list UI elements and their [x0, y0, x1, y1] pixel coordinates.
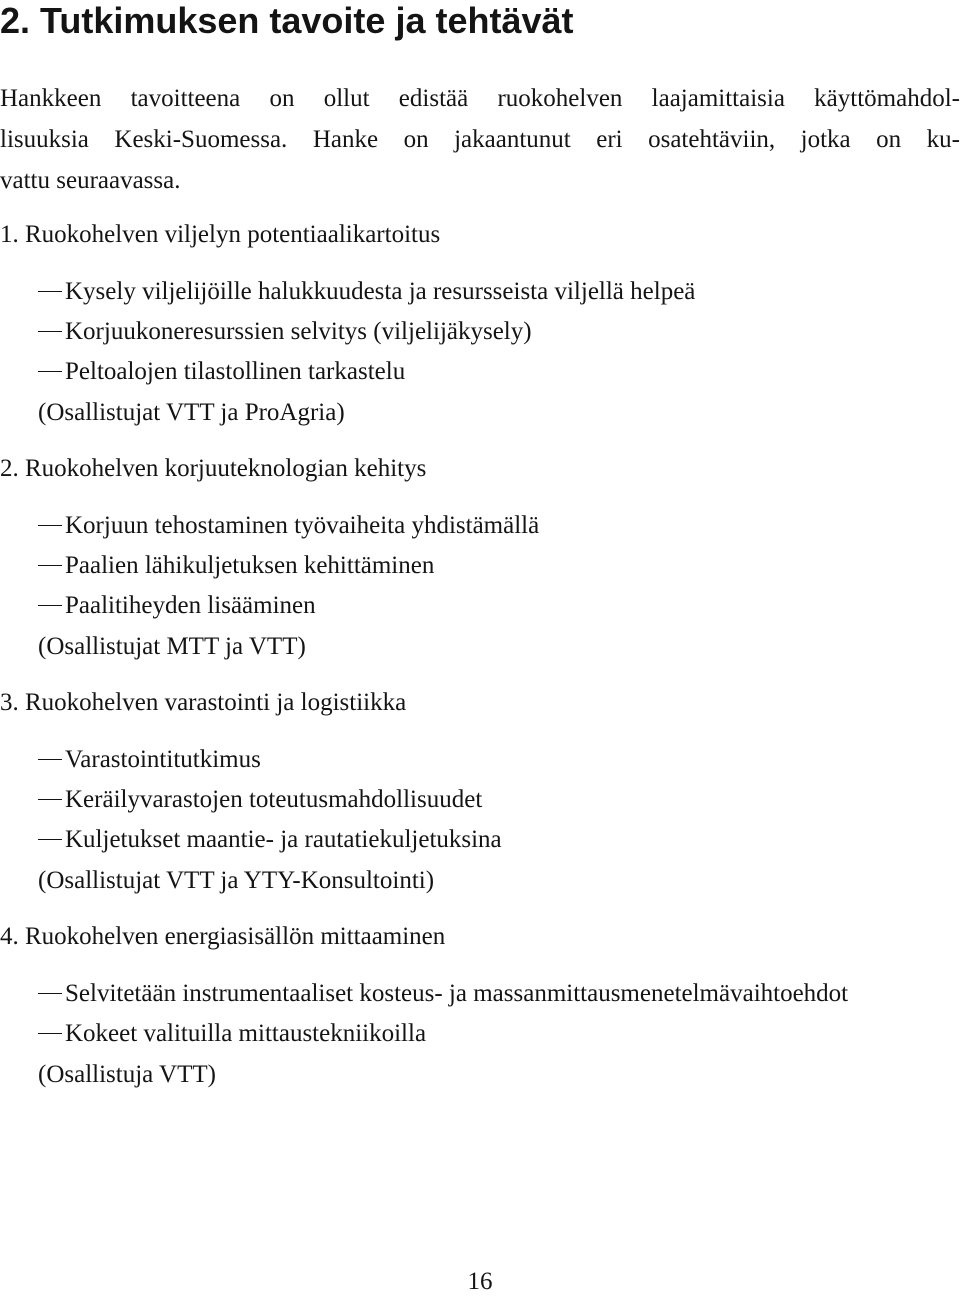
task-title: 2. Ruokohelven korjuuteknologian kehitys: [0, 455, 427, 482]
list-item: [38, 276, 695, 308]
dash-bullet: [38, 799, 62, 800]
list-item-text: Selvitetään instrumentaaliset kosteus- ja massanmittausmenetelmävaihtoehdot: [65, 980, 849, 1007]
dash-bullet: [38, 759, 62, 760]
list-item: [38, 784, 482, 816]
list-item: [38, 824, 502, 856]
intro-line: Hankkeen tavoitteena on ollut edistää ruokohelven laajamittaisia käyttömahdol-: [0, 85, 960, 112]
participants-note: (Osallistujat MTT ja VTT): [38, 633, 306, 660]
list-item: [38, 744, 261, 776]
dash-bullet: [38, 839, 62, 840]
dash-bullet: [38, 605, 62, 606]
list-item-text: Peltoalojen tilastollinen tarkastelu: [65, 358, 406, 385]
intro-line: lisuuksia Keski-Suomessa. Hanke on jakaantunut eri osatehtäviin, jotka on ku-: [0, 126, 960, 153]
dash-bullet: [38, 565, 62, 566]
list-item-text: Paalitiheyden lisääminen: [65, 592, 316, 619]
list-item: [38, 550, 434, 582]
dash-bullet: [38, 1033, 62, 1034]
list-item: [38, 510, 539, 542]
list-item-text: Kokeet valituilla mittaustekniikoilla: [65, 1020, 427, 1047]
participants-note: (Osallistujat VTT ja ProAgria): [38, 399, 345, 426]
dash-bullet: [38, 291, 62, 292]
list-item: [38, 590, 316, 622]
list-item-text: Keräilyvarastojen toteutusmahdollisuudet: [65, 786, 483, 813]
list-item-text: Varastointitutkimus: [65, 746, 261, 773]
list-item: [38, 316, 532, 348]
dash-bullet: [38, 993, 62, 994]
list-item-text: Paalien lähikuljetuksen kehittäminen: [65, 552, 435, 579]
dash-bullet: [38, 371, 62, 372]
list-item: [38, 1018, 426, 1050]
participants-note: (Osallistujat VTT ja YTY-Konsultointi): [38, 867, 435, 894]
task-title: 3. Ruokohelven varastointi ja logistiikka: [0, 689, 407, 716]
page-number: 16: [467, 1268, 493, 1295]
dash-bullet: [38, 525, 62, 526]
list-item: [38, 356, 405, 388]
list-item-text: Kysely viljelijöille halukkuudesta ja resursseista viljellä helpeä: [65, 278, 696, 305]
dash-bullet: [38, 331, 62, 332]
task-title: 4. Ruokohelven energiasisällön mittaaminen: [0, 923, 446, 950]
intro-paragraph: [0, 78, 960, 201]
list-item-text: Korjuukoneresurssien selvitys (viljelijäkysely): [65, 318, 532, 345]
participants-note: (Osallistuja VTT): [38, 1061, 216, 1088]
list-item-text: Korjuun tehostaminen työvaiheita yhdistämällä: [65, 512, 540, 539]
section-heading: 2. Tutkimuksen tavoite ja tehtävät: [0, 0, 574, 41]
list-item: [38, 978, 848, 1010]
intro-line: vattu seuraavassa.: [0, 167, 181, 194]
list-item-text: Kuljetukset maantie- ja rautatiekuljetuksina: [65, 826, 502, 853]
task-title: 1. Ruokohelven viljelyn potentiaalikartoitus: [0, 221, 441, 248]
